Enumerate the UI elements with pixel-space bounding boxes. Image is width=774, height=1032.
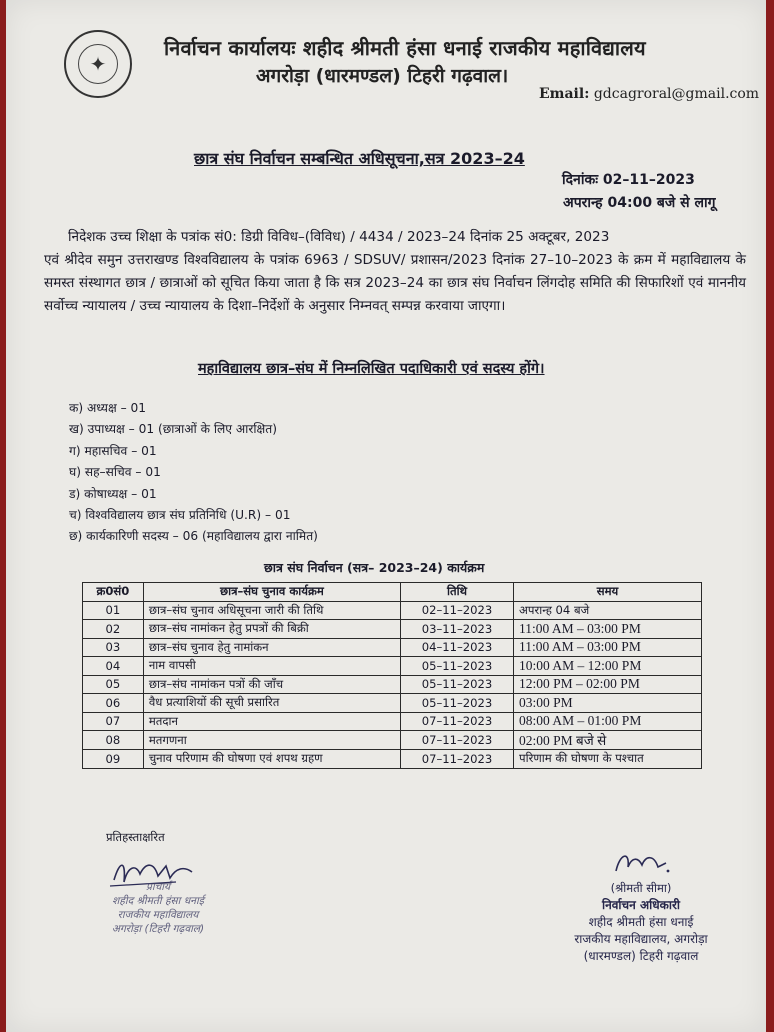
email-label: Email: [539, 86, 590, 102]
college-seal-icon [64, 30, 132, 98]
post-item: क) अध्यक्ष – 01 [69, 401, 147, 415]
principal-stamp-line: अगरोड़ा (टिहरी गढ़वाल) [111, 923, 205, 935]
post-item: घ) सह–सचिव – 01 [69, 465, 161, 480]
date-cell: 07–11–2023 [400, 750, 513, 769]
col-header-time: समय [514, 583, 702, 602]
serial-cell: 09 [83, 750, 144, 769]
serial-cell: 02 [83, 620, 144, 639]
notice-page [6, 0, 766, 1032]
time-cell: 11:00 AM – 03:00 PM [514, 620, 702, 639]
table-header-row [83, 583, 702, 602]
post-item: च) विश्वविद्यालय छात्र संघ प्रतिनिधि (U.R) – 01 [69, 508, 291, 523]
seal-emblem-icon: ✦ [78, 44, 118, 84]
serial-cell: 05 [83, 675, 144, 694]
serial-cell: 06 [83, 694, 144, 713]
time-cell: अपरान्ह 04 बजे [514, 601, 702, 620]
date-cell: 07–11–2023 [400, 731, 513, 750]
office-address: अगरोड़ा (धारमण्डल) टिहरी गढ़वाल। [256, 65, 509, 87]
notice-effective-time: अपरान्ह 04:00 बजे से लागू [563, 195, 716, 211]
date-cell: 07–11–2023 [400, 712, 513, 731]
table-row [83, 601, 702, 620]
event-cell: छात्र–संघ नामांकन पत्रों की जाँच [143, 675, 400, 694]
serial-cell: 08 [83, 731, 144, 750]
event-cell: छात्र–संघ चुनाव अधिसूचना जारी की तिथि [143, 601, 400, 620]
countersign-label: प्रतिहस्ताक्षरित [106, 830, 165, 844]
posts-list [69, 398, 318, 548]
time-cell: 02:00 PM बजे से [514, 731, 702, 750]
officer-stamp-line: राजकीय महाविद्यालय, अगरोड़ा [574, 932, 708, 946]
posts-heading: महाविद्यालय छात्र–संघ में निम्नलिखित पदाधिकारी एवं सदस्य होंगे। [198, 361, 545, 377]
table-row [83, 657, 702, 676]
officer-title: निर्वाचन अधिकारी [601, 898, 680, 912]
table-row [83, 694, 702, 713]
officer-stamp-line: (धारमण्डल) टिहरी गढ़वाल [583, 949, 699, 963]
serial-cell: 03 [83, 638, 144, 657]
col-header-date: तिथि [400, 583, 513, 602]
event-cell: मतगणना [143, 731, 400, 750]
post-item: ड) कोषाध्यक्ष – 01 [69, 486, 157, 501]
table-row [83, 620, 702, 639]
table-row [83, 712, 702, 731]
time-cell: परिणाम की घोषणा के पश्चात [514, 750, 702, 769]
notice-body [44, 226, 746, 318]
table-row [83, 731, 702, 750]
serial-cell: 07 [83, 712, 144, 731]
event-cell: वैध प्रत्याशियों की सूची प्रसारित [143, 694, 400, 713]
event-cell: मतदान [143, 712, 400, 731]
serial-cell: 01 [83, 601, 144, 620]
officer-signature-icon [606, 845, 676, 881]
event-cell: छात्र–संघ नामांकन हेतु प्रपत्रों की बिक्री [143, 620, 400, 639]
principal-stamp-line: प्राचार्य [145, 881, 171, 893]
email-value: gdcagroral@gmail.com [593, 86, 760, 102]
officer-block [546, 880, 736, 965]
office-title: निर्वाचन कार्यालयः शहीद श्रीमती हंसा धनाई राजकीय महाविद्यालय [164, 36, 646, 60]
date-cell: 05–11–2023 [400, 694, 513, 713]
post-item: ग) महासचिव – 01 [69, 443, 157, 458]
principal-stamp-line: राजकीय महाविद्यालय [117, 909, 199, 921]
serial-cell: 04 [83, 657, 144, 676]
col-header-serial: क्र0सं0 [83, 583, 144, 602]
principal-stamp-line: शहीद श्रीमती हंसा धनाई [112, 895, 204, 907]
schedule-table [82, 582, 702, 769]
officer-name: (श्रीमती सीमा) [610, 881, 672, 895]
date-cell: 04–11–2023 [400, 638, 513, 657]
date-cell: 02–11–2023 [400, 601, 513, 620]
date-cell: 03–11–2023 [400, 620, 513, 639]
table-row [83, 750, 702, 769]
time-cell: 08:00 AM – 01:00 PM [514, 712, 702, 731]
officer-stamp-line: शहीद श्रीमती हंसा धनाई [588, 915, 694, 929]
post-item: ख) उपाध्यक्ष – 01 (छात्राओं के लिए आरक्षित) [69, 422, 277, 437]
event-cell: छात्र–संघ चुनाव हेतु नामांकन [143, 638, 400, 657]
table-row [83, 675, 702, 694]
date-cell: 05–11–2023 [400, 675, 513, 694]
notice-paragraph-1: निदेशक उच्च शिक्षा के पत्रांक सं0: डिग्री विविध–(विविध) / 4434 / 2023–24 दिनांक 25 अक्टूबर, 2023 [68, 229, 610, 245]
email-line [539, 86, 759, 102]
time-cell: 11:00 AM – 03:00 PM [514, 638, 702, 657]
post-item: छ) कार्यकारिणी सदस्य – 06 (महाविद्यालय द्वारा नामित) [69, 529, 318, 544]
date-cell: 05–11–2023 [400, 657, 513, 676]
time-cell: 10:00 AM – 12:00 PM [514, 657, 702, 676]
event-cell: चुनाव परिणाम की घोषणा एवं शपथ ग्रहण [143, 750, 400, 769]
notice-paragraph-2: एवं श्रीदेव समुन उत्तराखण्ड विश्वविद्यालय के पत्रांक 6963 / SDSUV/ प्रशासन/2023 दिनांक 27–10–2023 के क्रम में महाविद्यालय के समस्त संस्थागत छात्र / छात्राओं को सूचित किया जाता है कि सत्र 2023–24 का छात्र संघ निर्वाचन लिंगदोह समिति की सिफारिशों एवं माननीय सर्वोच्च न्यायालय / उच्च न्यायालय के दिशा–निर्देशों के अनुसार निम्नवत् सम्पन्न करवाया जाएगा। [44, 252, 746, 314]
event-cell: नाम वापसी [143, 657, 400, 676]
time-cell: 03:00 PM [514, 694, 702, 713]
table-row [83, 638, 702, 657]
col-header-event: छात्र–संघ चुनाव कार्यक्रम [143, 583, 400, 602]
principal-stamp [68, 880, 248, 936]
notice-date: दिनांकः 02–11–2023 [562, 172, 695, 188]
schedule-caption: छात्र संघ निर्वाचन (सत्र– 2023–24) कार्यक्रम [264, 560, 485, 575]
notice-subject: छात्र संघ निर्वाचन सम्बन्धित अधिसूचना,सत्र 2023–24 [194, 149, 525, 168]
time-cell: 12:00 PM – 02:00 PM [514, 675, 702, 694]
